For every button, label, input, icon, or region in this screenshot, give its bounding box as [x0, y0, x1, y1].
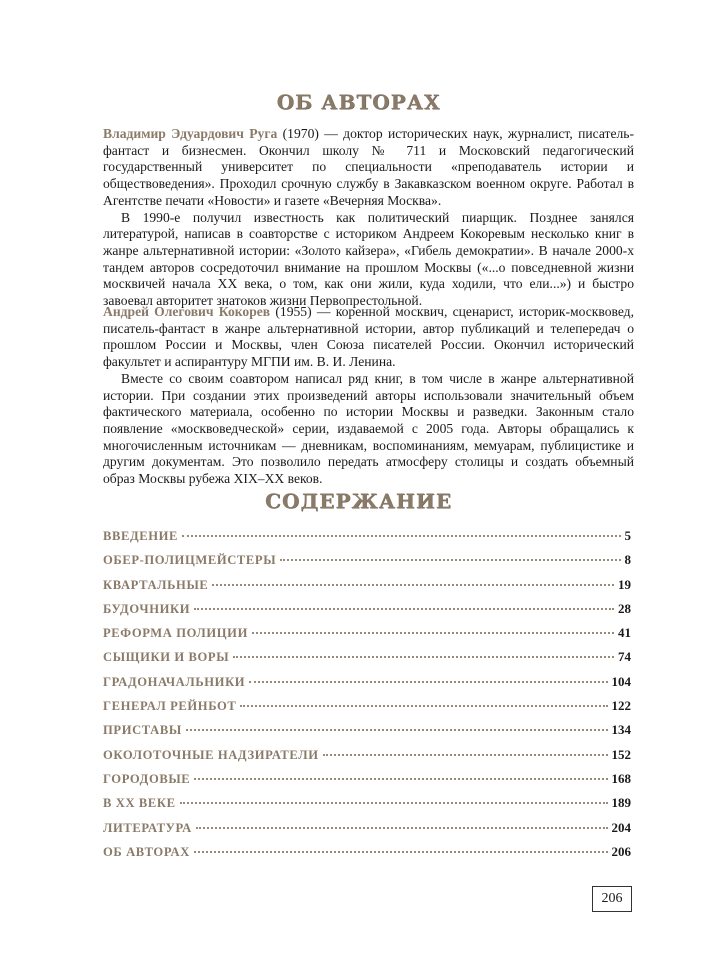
- toc-entry-title: ВВЕДЕНИЕ: [103, 529, 179, 543]
- toc-leader-dots: [233, 656, 614, 658]
- toc-entry-title: ОКОЛОТОЧНЫЕ НАДЗИРАТЕЛИ: [103, 747, 319, 762]
- toc-entry-page: 168: [611, 770, 631, 786]
- kokorev-bio-paragraph-1: [103, 304, 634, 371]
- toc-entry-title: ОБ АВТОРАХ: [103, 844, 190, 859]
- toc-entry[interactable]: [103, 820, 631, 844]
- toc-entry-page: 28: [618, 600, 631, 616]
- toc-leader-dots: [249, 681, 607, 683]
- toc-leader-dots: [194, 608, 614, 610]
- toc-entry[interactable]: [103, 844, 631, 868]
- ruga-bio-text-1: (1970) — доктор исторических наук, журналист, писатель-фантаст и бизнесмен. Окончил школу № 711 и Московский педагогический государственный университет по специальности «преподаватель истории и обществоведения». Проходил срочную службу в Закавказском военном округе. Работал в Агентстве печати «Новости» и газете «Вечерняя Москва».: [103, 126, 634, 208]
- toc-leader-dots: [240, 705, 607, 707]
- ruga-bio-paragraph-2: В 1990-е получил известность как политический пиарщик. Позднее занялся литературой, написав в соавторстве с историком Андреем Кокоревым несколько книг в жанре альтернативной истории: «Золото кайзера», «Гибель демократии». В начале 2000-х тандем авторов сосредоточил внимание на прошлом Москвы («...о повседневной жизни москвичей начала XX века, о том, как они жили, куда ходили, что ели...») и быстро завоевал авторитет знатоков жизни Первопрестольной.: [103, 209, 634, 309]
- page-number: 206: [592, 886, 632, 912]
- kokorev-bio-paragraph-2: Вместе со своим соавтором написал ряд книг, в том числе в жанре альтернативной истории. При создании этих произведений авторы использовали значительный объем фактического материала, особенно по истории Москвы и разведки. Законным стало появление «москвоведческой» серии, издаваемой с 2005 года. Авторы обращались к многочисленным источникам — дневникам, воспоминаниям, мемуарам, публицистике и другим документам. Это позволило передать атмосферу столицы и создать объемный образ Москвы рубежа XIX–XX веков.: [103, 370, 634, 487]
- toc-entry-title: ПРИСТАВЫ: [103, 723, 182, 738]
- toc-entry-title: СЫЩИКИ И ВОРЫ: [103, 650, 230, 665]
- toc-entry-page: 104: [611, 673, 631, 689]
- toc-entry-page: 41: [618, 625, 631, 641]
- toc-entry-page: 122: [611, 698, 631, 714]
- toc-entry-title: КВАРТАЛЬНЫЕ: [103, 577, 209, 592]
- toc-entry-page: 19: [618, 576, 631, 592]
- toc-entry-page: 74: [618, 649, 631, 665]
- toc-entry[interactable]: [103, 795, 631, 819]
- toc-entry-title: ЛИТЕРАТУРА: [103, 820, 192, 835]
- toc-leader-dots: [280, 559, 620, 561]
- toc-entry[interactable]: [103, 601, 631, 625]
- toc-entry-title: ГОРОДОВЫЕ: [103, 771, 191, 786]
- toc-entry[interactable]: [103, 625, 631, 649]
- toc-leader-dots: [212, 584, 614, 586]
- table-of-contents: [103, 528, 631, 868]
- toc-leader-dots: [180, 802, 608, 804]
- toc-leader-dots: [196, 827, 608, 829]
- ruga-name: Владимир Эдуардович Руга: [103, 126, 278, 141]
- toc-entry[interactable]: [103, 552, 631, 576]
- toc-entry[interactable]: [103, 577, 631, 601]
- ruga-bio-paragraph-1: [103, 126, 634, 210]
- about-authors-heading: ОБ АВТОРАХ: [276, 90, 441, 114]
- kokorev-bio: [103, 304, 634, 488]
- toc-entry-title: БУДОЧНИКИ: [103, 601, 191, 616]
- toc-entry-page: 206: [611, 843, 631, 859]
- toc-leader-dots: [194, 778, 607, 780]
- toc-entry[interactable]: [103, 649, 631, 673]
- toc-leader-dots: [323, 754, 608, 756]
- toc-leader-dots: [252, 632, 614, 634]
- toc-entry-title: В XX ВЕКЕ: [103, 796, 176, 811]
- toc-entry-page: 5: [624, 528, 631, 543]
- toc-entry-page: 8: [624, 552, 631, 568]
- toc-entry-page: 189: [611, 795, 631, 811]
- kokorev-name: Андрей Олегович Кокорев: [103, 304, 271, 319]
- toc-entry[interactable]: [103, 698, 631, 722]
- toc-entry-title: ГЕНЕРАЛ РЕЙНБОТ: [103, 699, 237, 714]
- toc-entry-page: 134: [611, 722, 631, 738]
- toc-entry[interactable]: [103, 722, 631, 746]
- toc-leader-dots: [186, 729, 608, 731]
- toc-entry[interactable]: [103, 747, 631, 771]
- toc-leader-dots: [182, 535, 620, 537]
- toc-entry-page: 152: [611, 746, 631, 762]
- ruga-bio: [103, 126, 634, 310]
- toc-entry[interactable]: [103, 771, 631, 795]
- toc-leader-dots: [194, 851, 608, 853]
- toc-entry-page: 204: [611, 819, 631, 835]
- toc-entry-title: ГРАДОНАЧАЛЬНИКИ: [103, 674, 246, 689]
- toc-entry[interactable]: [103, 674, 631, 698]
- toc-entry[interactable]: [103, 528, 631, 552]
- kokorev-bio-text-1: (1955) — коренной москвич, сценарист, историк-москвовед, писатель-фантаст в жанре альтернативной истории, автор публикаций и телепередач о прошлом России и Москвы, член Союза писателей России. Окончил исторический факультет и аспирантуру МГПИ им. В. И. Ленина.: [103, 304, 634, 370]
- contents-heading: СОДЕРЖАНИЕ: [265, 489, 452, 513]
- toc-entry-title: ОБЕР-ПОЛИЦМЕЙСТЕРЫ: [103, 553, 277, 568]
- toc-entry-title: РЕФОРМА ПОЛИЦИИ: [103, 626, 248, 641]
